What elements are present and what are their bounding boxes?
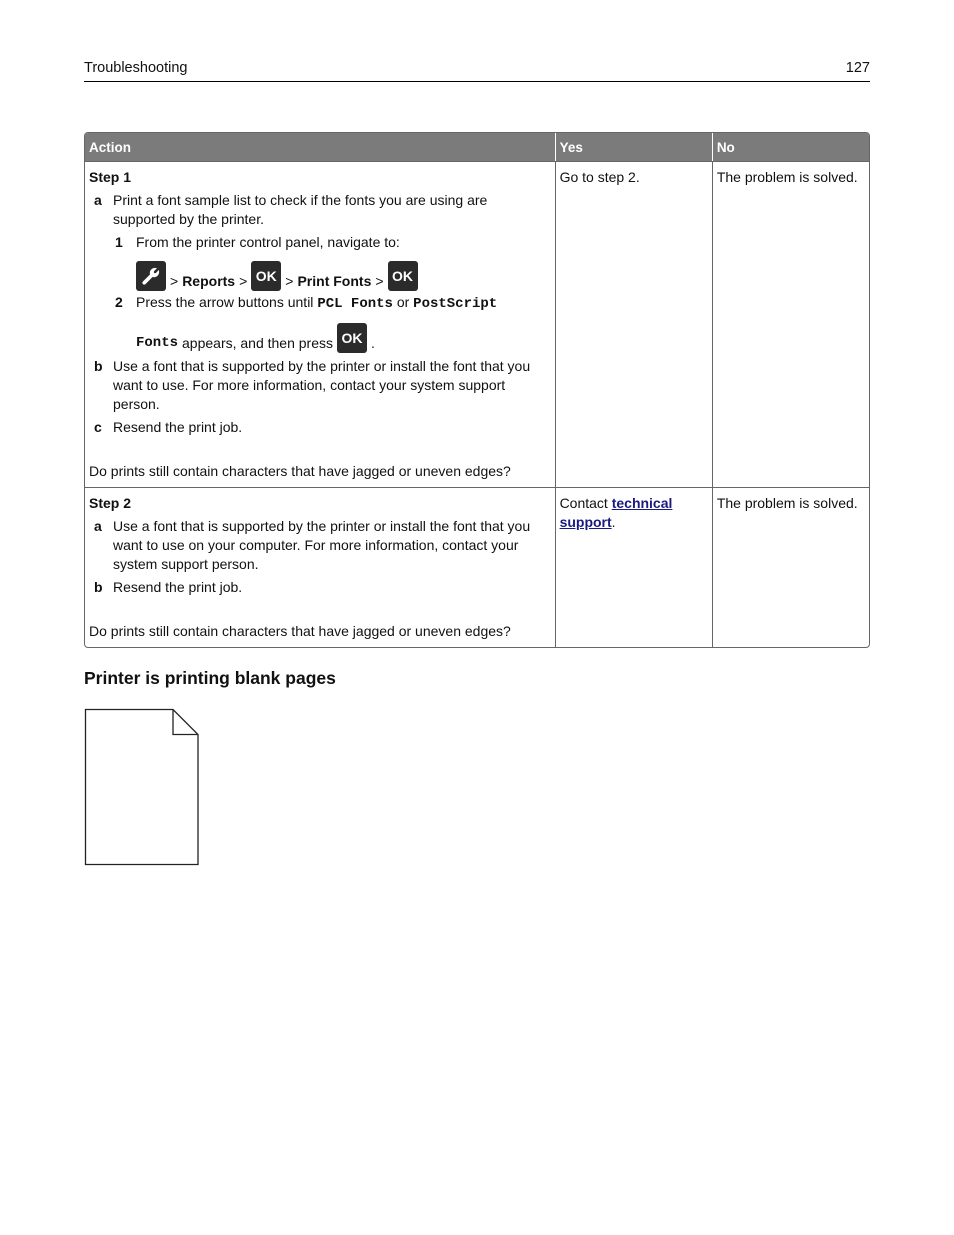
step1-yes-cell: Go to step 2. [556, 161, 713, 487]
step1-substep-1 [89, 233, 550, 252]
path-separator: > [375, 273, 384, 289]
step1-item-b-letter: b [94, 358, 103, 374]
step2-no-cell: The problem is solved. [713, 487, 869, 647]
column-header-yes: Yes [556, 133, 713, 161]
column-header-action: Action [85, 133, 556, 161]
ok-button-icon: OK [388, 261, 418, 291]
step2-item-b-text: Resend the print job. [113, 579, 243, 595]
step2-title: Step 2 [89, 495, 132, 511]
postscript-code: PostScript [413, 296, 498, 312]
pcl-fonts-code: PCL Fonts [317, 296, 393, 312]
step1-item-c [89, 418, 550, 437]
step2-action-cell [85, 487, 556, 647]
step2-question: Do prints still contain characters that have jagged or uneven edges? [89, 623, 511, 639]
path-reports: Reports [182, 273, 236, 289]
ok-button-icon: OK [251, 261, 281, 291]
troubleshooting-table [84, 132, 870, 648]
table-header-row [85, 133, 869, 161]
step1-item-a [89, 191, 550, 229]
step1-no-cell: The problem is solved. [713, 161, 869, 487]
blank-page-icon [84, 708, 200, 869]
wrench-icon [136, 261, 166, 291]
menu-navigation-path [89, 261, 550, 291]
step1-substep-1-number: 1 [115, 234, 123, 250]
step2-item-a [89, 517, 550, 574]
step1-substep-2-end: . [371, 335, 375, 351]
step1-item-b-text: Use a font that is supported by the printer or install the font that you want to use. For more information, contact your system support person. [113, 358, 531, 412]
step1-substep-2-pre: Press the arrow buttons until [136, 294, 314, 310]
path-print-fonts: Print Fonts [297, 273, 372, 289]
header-section-title: Troubleshooting [84, 60, 188, 76]
step1-item-a-letter: a [94, 192, 102, 208]
column-header-no: No [713, 133, 869, 161]
step1-substep-2-post: appears, and then press [182, 335, 334, 351]
step2-item-b [89, 578, 550, 597]
ok-button-icon: OK [337, 323, 367, 353]
wrench-icon-graphic [140, 265, 162, 287]
step2-yes-cell [556, 487, 713, 647]
page-header [84, 60, 870, 82]
step1-item-c-text: Resend the print job. [113, 419, 243, 435]
table-row-step2 [85, 487, 869, 647]
path-separator: > [239, 273, 248, 289]
step1-substep-2-number: 2 [115, 294, 123, 310]
path-separator: > [285, 273, 294, 289]
step1-title: Step 1 [89, 169, 132, 185]
step1-substep-2-or: or [396, 294, 410, 310]
technical-support-link[interactable]: technical support [559, 495, 673, 530]
step2-item-a-text: Use a font that is supported by the printer or install the font that you want to use on your computer. For more information, contact your system support person. [113, 518, 531, 572]
blank-page-graphic [84, 708, 200, 866]
step1-item-b [89, 357, 550, 414]
step2-item-a-letter: a [94, 518, 102, 534]
page-number: 127 [845, 60, 870, 76]
step2-yes-pre: Contact [559, 495, 608, 511]
step1-item-c-letter: c [94, 419, 102, 435]
section-heading: Printer is printing blank pages [84, 668, 336, 688]
step1-substep-1-text: From the printer control panel, navigate to: [136, 234, 400, 250]
step2-item-b-letter: b [94, 579, 103, 595]
table-row-step1 [85, 161, 869, 487]
step1-action-cell [85, 161, 556, 487]
path-separator: > [170, 273, 179, 289]
step1-question: Do prints still contain characters that have jagged or uneven edges? [89, 463, 511, 479]
step1-substep-2-line2 [136, 323, 550, 353]
step1-item-a-text: Print a font sample list to check if the fonts you are using are supported by the printer. [113, 192, 488, 227]
fonts-code: Fonts [136, 335, 179, 351]
step2-yes-post: . [611, 514, 616, 530]
step1-substep-2 [89, 293, 550, 353]
